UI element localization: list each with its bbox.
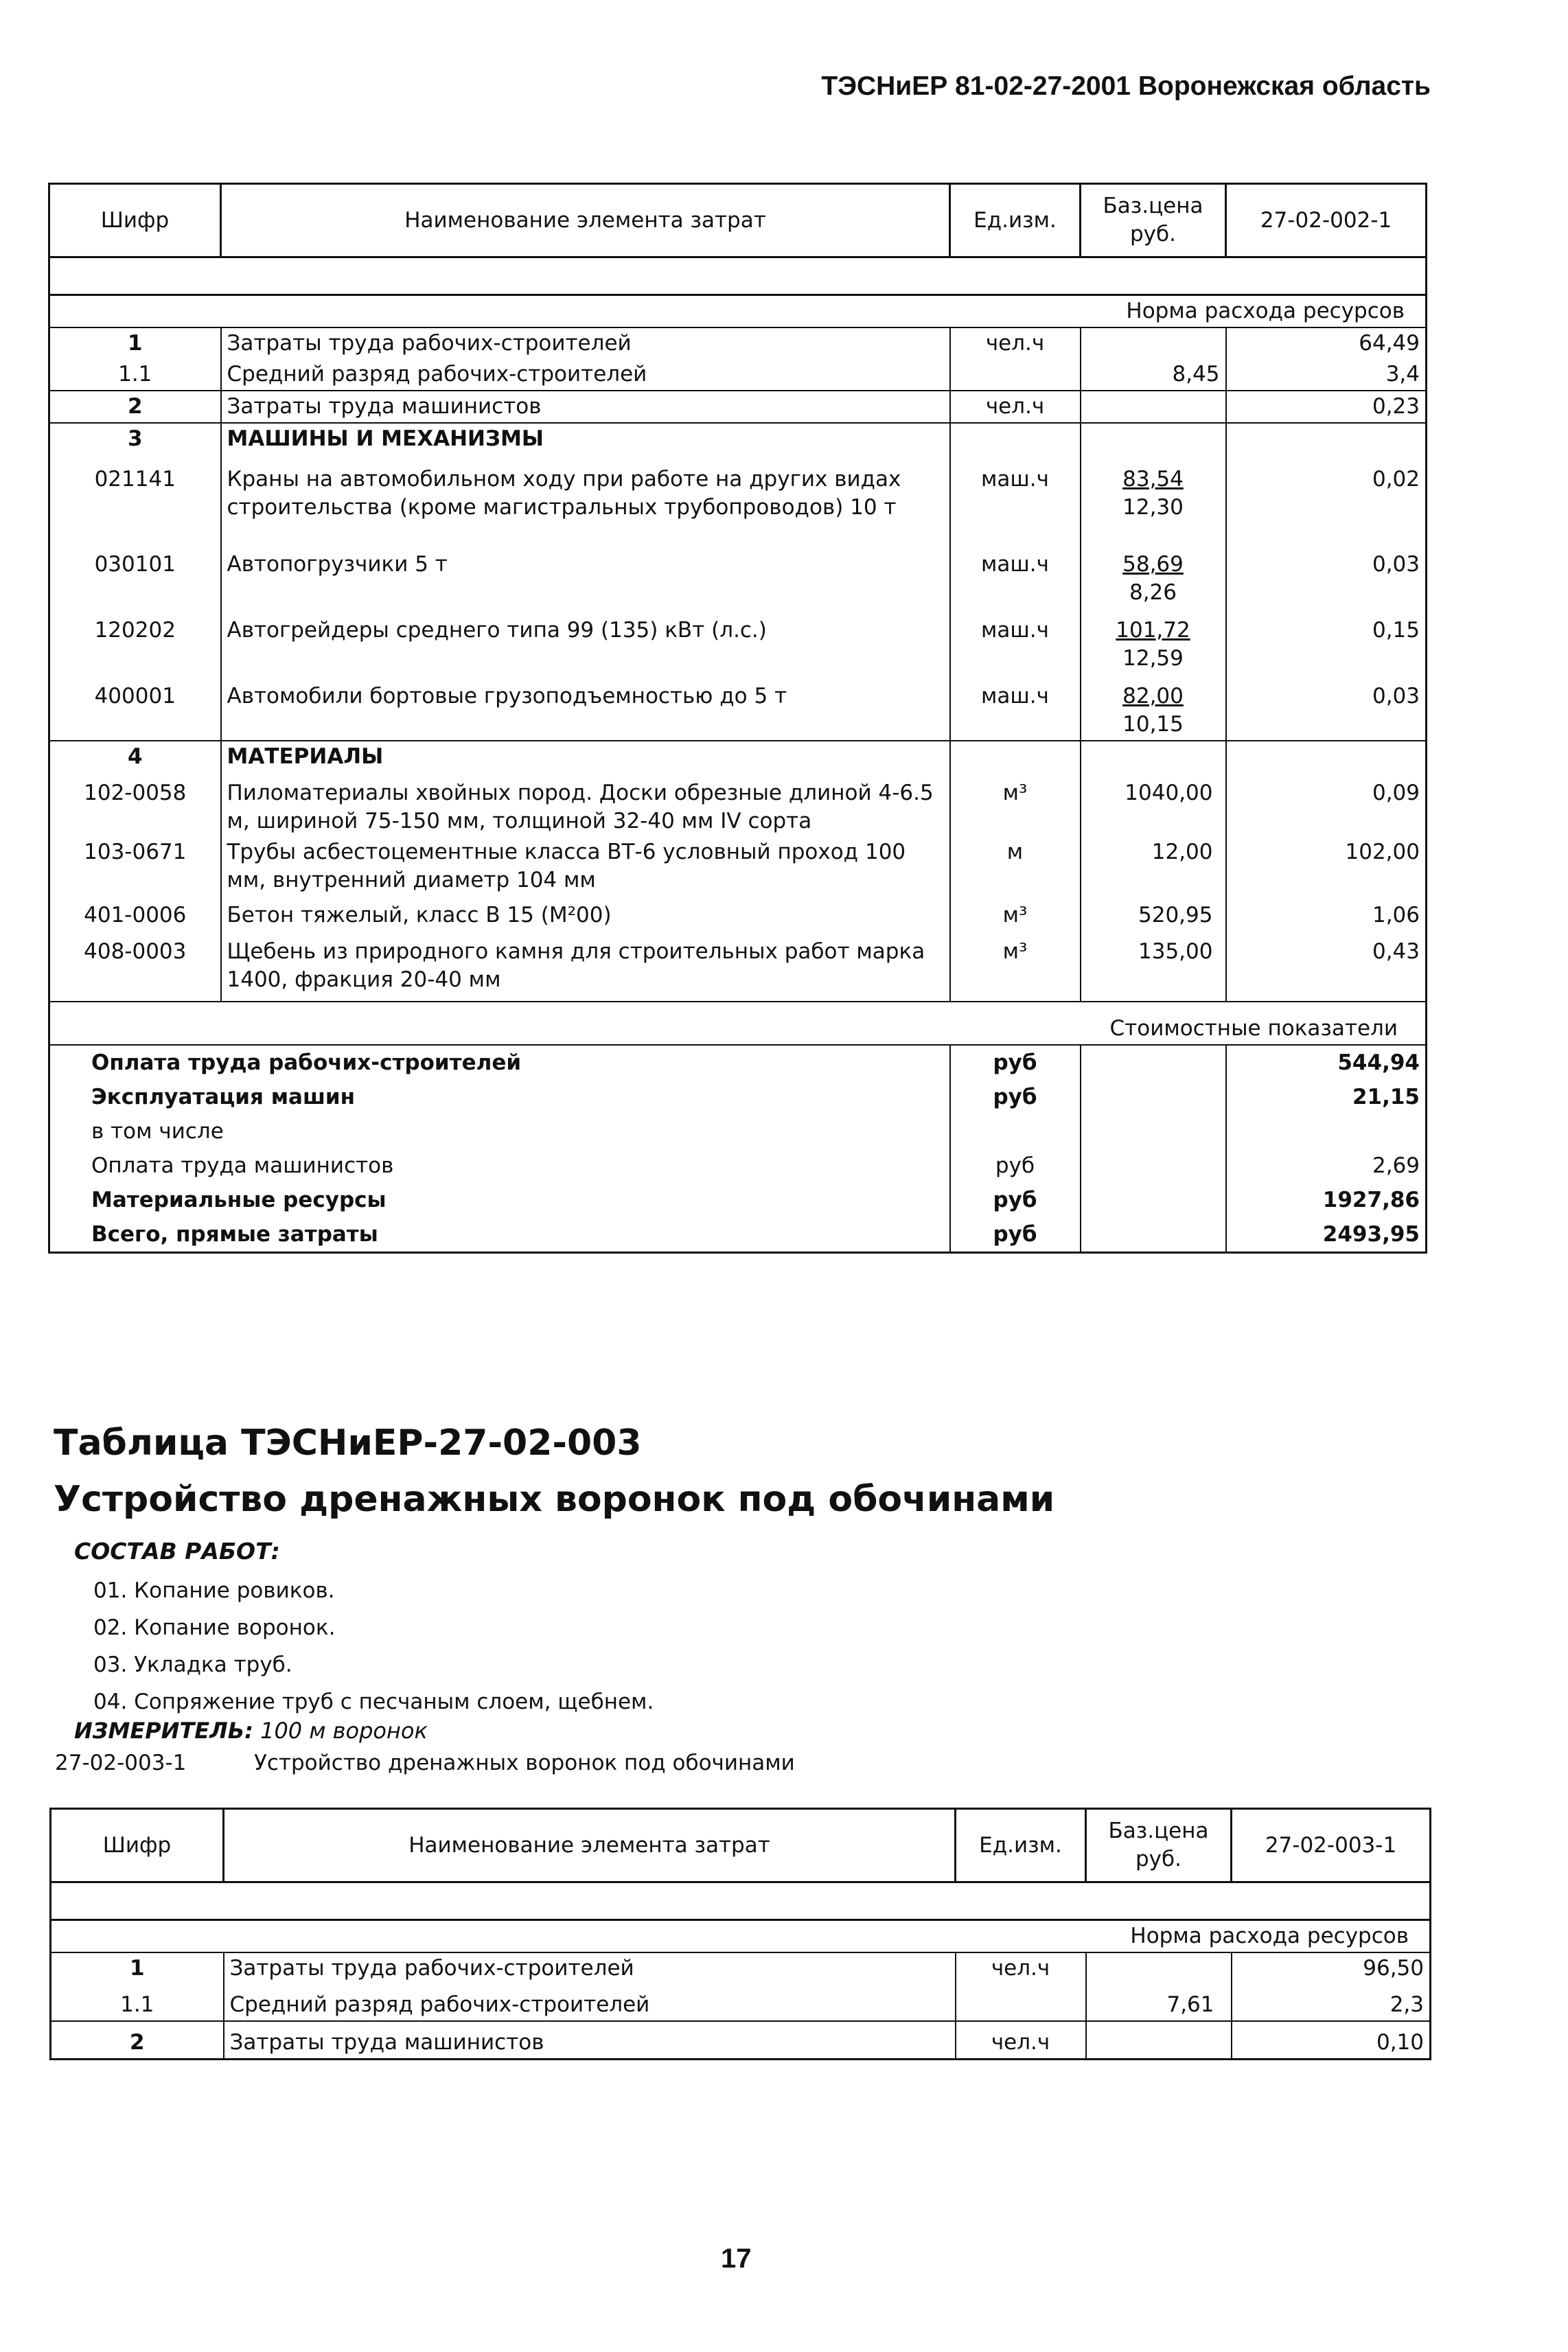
- col-header-price: Баз.цена руб.: [1081, 184, 1226, 257]
- summary-row: Эксплуатация машин руб 21,15: [49, 1080, 1427, 1114]
- col-header-name: Наименование элемента затрат: [224, 1809, 956, 1882]
- norm-table-27-02-003-1: [49, 1808, 1431, 2060]
- table-subtitle: Устройство дренажных воронок под обочинами: [54, 1479, 1055, 1520]
- norma-label: Норма расхода ресурсов: [49, 295, 1427, 328]
- table-row: 2 Затраты труда машинистов чел.ч 0,10: [51, 2021, 1431, 2060]
- section-row-machines: 3 МАШИНЫ И МЕХАНИЗМЫ: [49, 423, 1427, 454]
- table-row: 021141 Краны на автомобильном ходу при работе на других видах строительства (кроме магистральных трубопроводов) 10 т маш.ч 83,54 12,30 0,02: [49, 454, 1427, 523]
- table-row: 1 Затраты труда рабочих-строителей чел.ч 64,49: [49, 327, 1427, 359]
- list-item: 02. Копание воронок.: [93, 1615, 336, 1640]
- table-row: 1 Затраты труда рабочих-строителей чел.ч 96,50: [51, 1952, 1431, 1984]
- col-header-unit: Ед.изм.: [950, 184, 1081, 257]
- summary-row: Оплата труда рабочих-строителей руб 544,94: [49, 1045, 1427, 1080]
- table-header-row: [51, 1809, 1431, 1882]
- norm-table-27-02-002-1: [48, 183, 1427, 1254]
- table-row: 1.1 Средний разряд рабочих-строителей 7,61 2,3: [51, 1984, 1431, 2021]
- list-item: 01. Копание ровиков.: [93, 1578, 335, 1603]
- col-header-unit: Ед.изм.: [956, 1809, 1086, 1882]
- measure-label: ИЗМЕРИТЕЛЬ:: [74, 1718, 253, 1744]
- col-header-name: Наименование элемента затрат: [221, 184, 950, 257]
- table-row: 408-0003 Щебень из природного камня для строительных работ марка 1400, фракция 20-40 мм м³ 135,00 0,43: [49, 931, 1427, 1002]
- measure-value: 100 м воронок: [260, 1718, 428, 1744]
- norm-ref-code: 27-02-003-1: [55, 1751, 187, 1775]
- page-header: ТЭСНиЕР 81-02-27-2001 Воронежская область: [821, 71, 1431, 101]
- table-header-row: [49, 184, 1427, 257]
- works-list: [93, 1572, 654, 1720]
- list-item: 04. Сопряжение труб с песчаным слоем, щебнем.: [93, 1690, 654, 1714]
- summary-row: Оплата труда машинистов руб 2,69: [49, 1149, 1427, 1183]
- section-row-materials: 4 МАТЕРИАЛЫ: [49, 741, 1427, 772]
- col-header-norm-code: 27-02-003-1: [1232, 1809, 1431, 1882]
- table-row: 401-0006 Бетон тяжелый, класс В 15 (М²00) м³ 520,95 1,06: [49, 896, 1427, 931]
- table-row: 2 Затраты труда машинистов чел.ч 0,23: [49, 391, 1427, 423]
- col-header-code: Шифр: [49, 184, 221, 257]
- table-row: 102-0058 Пиломатериалы хвойных пород. Доски обрезные длиной 4-6.5 м, шириной 75-150 мм, толщиной 32-40 мм IV сорта м³ 1040,00 0,09: [49, 772, 1427, 837]
- col-header-code: Шифр: [51, 1809, 224, 1882]
- norma-label: Норма расхода ресурсов: [51, 1920, 1431, 1953]
- table-row: 1.1 Средний разряд рабочих-строителей 8,45 3,4: [49, 359, 1427, 391]
- norm-reference: [55, 1751, 795, 1775]
- table-row: 400001 Автомобили бортовые грузоподъемностью до 5 т маш.ч 82,00 10,15 0,03: [49, 674, 1427, 741]
- table-row: 120202 Автогрейдеры среднего типа 99 (135) кВт (л.с.) маш.ч 101,72 12,59 0,15: [49, 608, 1427, 674]
- list-item: 03. Укладка труб.: [93, 1652, 292, 1677]
- norm-ref-name: Устройство дренажных воронок под обочинами: [254, 1751, 795, 1775]
- col-header-price: Баз.цена руб.: [1086, 1809, 1232, 1882]
- table-row: 103-0671 Трубы асбестоцементные класса ВТ-6 условный проход 100 мм, внутренний диаметр 104 мм м 12,00 102,00: [49, 837, 1427, 896]
- summary-row: Материальные ресурсы руб 1927,86: [49, 1183, 1427, 1217]
- table-row: 030101 Автопогрузчики 5 т маш.ч 58,69 8,26 0,03: [49, 523, 1427, 608]
- col-header-norm-code: 27-02-002-1: [1226, 184, 1427, 257]
- measure-unit: [74, 1718, 428, 1744]
- page-number: 17: [721, 2244, 752, 2274]
- summary-row: в том числе: [49, 1114, 1427, 1149]
- summary-row-total: Всего, прямые затраты руб 2493,95: [49, 1217, 1427, 1253]
- table-title: Таблица ТЭСНиЕР-27-02-003: [54, 1422, 642, 1464]
- cost-label: Стоимостные показатели: [49, 1013, 1427, 1045]
- works-label: СОСТАВ РАБОТ:: [74, 1538, 280, 1565]
